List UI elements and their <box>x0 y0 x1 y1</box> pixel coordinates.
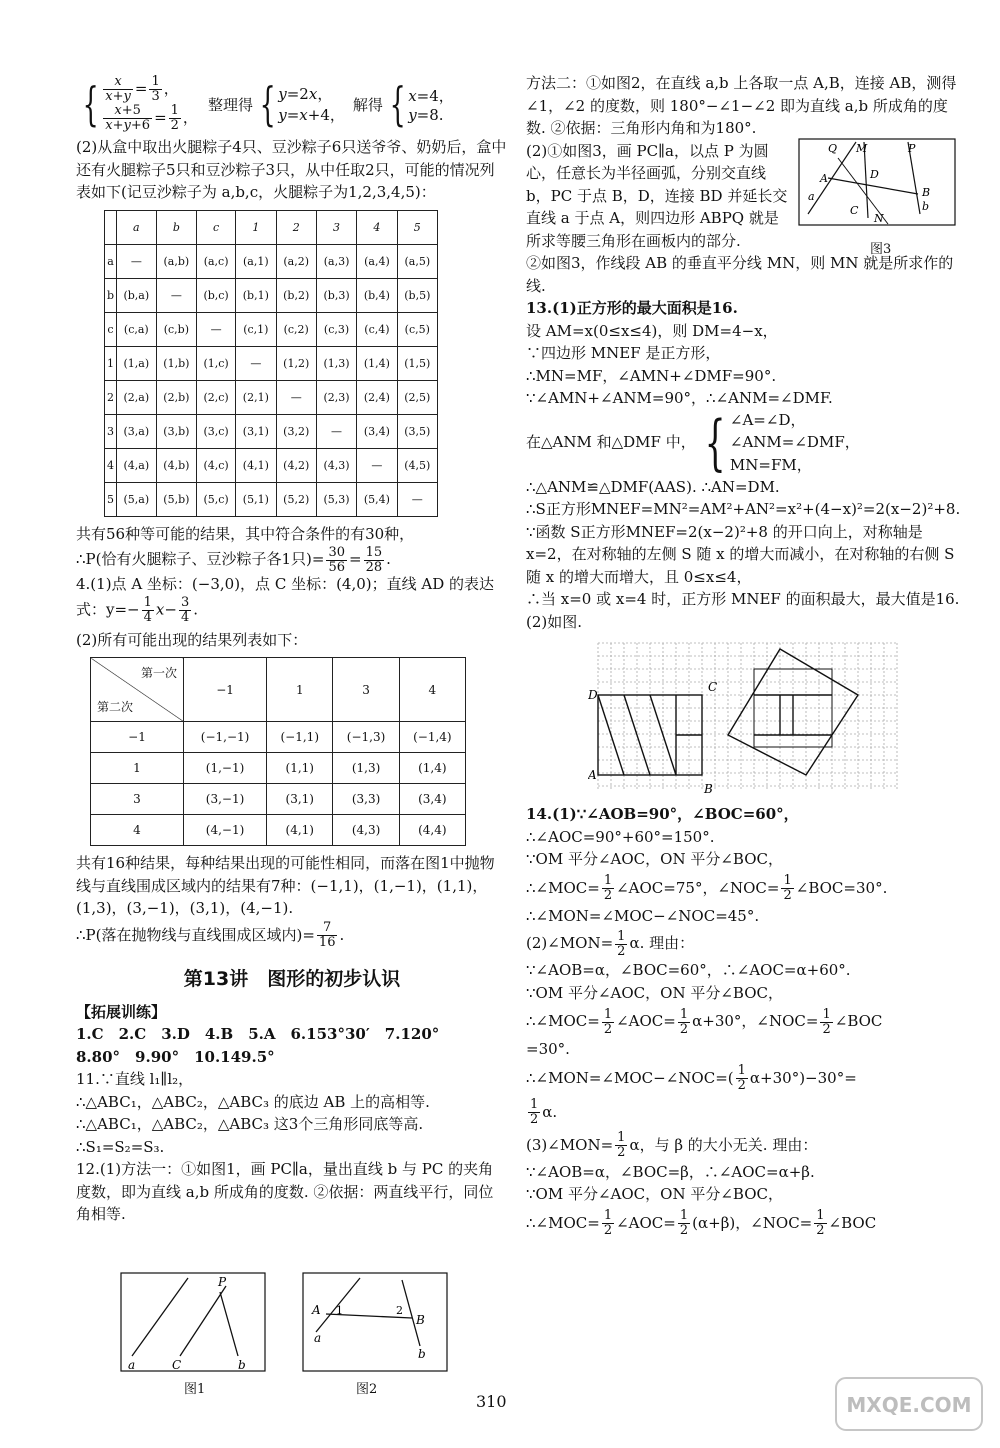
table-cell: a <box>116 210 156 244</box>
table-cell: — <box>116 244 156 278</box>
svg-text:a: a <box>314 1331 322 1345</box>
q3-part2-intro: (2)从盒中取出火腿粽子4只、豆沙粽子6只送爷爷、奶奶后，盒中还有火腿粽子5只和豆沙粽子3只，从中任取2只，可能的情况列表如下(记豆沙粽子为 a,b,c，火腿粽子为1,2,3,4,5)： <box>76 138 507 201</box>
q14-11a: ∴∠MON=∠MOC−∠NOC=( <box>526 1068 734 1087</box>
table2-corner-cell <box>91 658 184 722</box>
answers-row-2: 8.80° 9.90° 10.149.5° <box>76 1047 275 1066</box>
table-cell: (3,a) <box>116 414 156 448</box>
table-cell: — <box>276 380 316 414</box>
prob-ham-label: ∴P(恰有火腿粽子、豆沙粽子各1只)= <box>76 550 325 568</box>
table-cell: (4,2) <box>276 448 316 482</box>
table-cell: (4,5) <box>397 448 437 482</box>
svg-text:N: N <box>874 211 884 225</box>
table-cell: (4,1) <box>267 815 333 846</box>
table-cell: (4,4) <box>399 815 465 846</box>
watermark-logo <box>834 1374 984 1438</box>
table-cell: (3,c) <box>197 414 236 448</box>
svg-text:b: b <box>418 1347 426 1361</box>
table-row <box>105 380 438 414</box>
q14-6a: (2)∠MON= <box>526 934 614 952</box>
table-row <box>91 784 466 815</box>
q13-line6-text: 在△ANM 和△DMF 中， <box>526 433 696 452</box>
q4-part2: (2)所有可能出现的结果列表如下： <box>76 630 308 649</box>
q14-line14: ∵∠AOB=α，∠BOC=β，∴∠AOC=α+β. <box>526 1162 815 1181</box>
q12-part2: (2)①如图3，画 PC∥a，以点 P 为圆心，任意长为半径画弧，分别交直线 b，PC 于点 B，D，连接 BD 并延长交直线 a 于点 A，则四边形 ABPQ 就是所求等腰三角形在画板内的部分. <box>526 141 788 250</box>
table-cell: (3,4) <box>357 414 397 448</box>
q13-line10: (2)如图. <box>526 612 583 631</box>
prob-ham-line: ∴P(恰有火腿粽子、豆沙粽子各1只)= $\frac{30}{56}$ = $\frac{15}{28}$ . <box>76 544 391 575</box>
table-cell: (c,2) <box>276 312 316 346</box>
total-56-text: 共有56种等可能的结果，其中符合条件的有30种， <box>76 524 415 543</box>
svg-text:a: a <box>128 1358 136 1372</box>
label-rearrange: 整理得 <box>207 95 253 114</box>
corner-first: 第一次 <box>140 666 177 680</box>
svg-text:A: A <box>312 1303 321 1317</box>
table-cell: (1,3) <box>316 346 356 380</box>
table-cell: (3,5) <box>397 414 437 448</box>
q11-line4: ∴S₁=S₂=S₃. <box>76 1137 165 1156</box>
table-cell: (2,5) <box>397 380 437 414</box>
table-cell: (b,c) <box>197 278 236 312</box>
q13-line6 <box>526 407 966 478</box>
q13-line5: ∵∠AMN+∠ANM=90°，∴∠ANM=∠DMF. <box>526 389 833 407</box>
left-column <box>76 72 508 1226</box>
table-cell: (1,4) <box>357 346 397 380</box>
table-cell: (4,3) <box>316 448 356 482</box>
table-cell: b <box>156 210 196 244</box>
q14-12: α. <box>542 1102 558 1121</box>
system-1: { $\frac{x}{x+y}$ = $\frac{1}{3}$ ， $\frac{x+5}{x+y+6}$ = $\frac{1}{2}$ ， <box>82 74 198 133</box>
table-cell: (b,5) <box>397 278 437 312</box>
q12-method2: 方法二：①如图2，在直线 a,b 上各取一点 A,B，连接 AB，测得∠1，∠2 的度数，则 180°−∠1−∠2 即为直线 a,b 所成角的度数. ②依据：三角形内角和为180°. <box>526 74 957 137</box>
page-number: 310 <box>476 1392 507 1411</box>
svg-text:b: b <box>238 1358 246 1372</box>
figure-1 <box>120 1272 266 1372</box>
q14-9c: α+30°，∠NOC= <box>692 1012 819 1030</box>
q14-line6: (2)∠MON= $\frac{1}{2}$ α. 理由： <box>526 928 695 959</box>
table-cell: (3,4) <box>399 784 465 815</box>
table-cell: (1,3) <box>333 753 399 784</box>
table-cell: (a,b) <box>156 244 196 278</box>
figure-2 <box>302 1272 448 1372</box>
q13-sys-3: MN=FM， <box>729 455 812 474</box>
q14-16b: ∠AOC= <box>616 1213 676 1232</box>
svg-text:C: C <box>172 1358 182 1372</box>
table-cell: (b,1) <box>236 278 276 312</box>
q14-9a: ∴∠MOC= <box>526 1012 600 1030</box>
table-cell: — <box>197 312 236 346</box>
table-cell: (4,3) <box>333 815 399 846</box>
table-cell: (c,a) <box>116 312 156 346</box>
table-cell: (−1,−1) <box>184 722 267 753</box>
q4-part1: 4.(1)点 A 坐标：(−3,0)，点 C 坐标：(4,0)；直线 AD 的表达式：y=− $\frac{1}{4}$ x− $\frac{3}{4}$ . <box>76 575 495 625</box>
q14-line2: ∴∠AOC=90°+60°=150°. <box>526 827 715 846</box>
table-cell: — <box>156 278 196 312</box>
figure-2-caption: 图2 <box>356 1382 378 1397</box>
q14-9b: ∠AOC= <box>616 1012 676 1030</box>
svg-text:Q: Q <box>828 141 838 155</box>
q14-16c: (α+β)，∠NOC= <box>692 1213 813 1232</box>
q14-4a: ∴∠MOC= <box>526 878 600 897</box>
right-column <box>526 72 966 1240</box>
q14-line1: 14.(1)∵∠AOB=90°，∠BOC=60°， <box>526 805 799 823</box>
table-cell: 4 <box>399 658 465 722</box>
table-cell: (a,2) <box>276 244 316 278</box>
prob-region-line: ∴P(落在抛物线与直线围成区域内)= $\frac{7}{16}$ . <box>76 920 345 950</box>
q14-line8: ∵OM 平分∠AOC，ON 平分∠BOC， <box>526 983 783 1002</box>
table-cell: (c,1) <box>236 312 276 346</box>
table-cell: 2 <box>276 210 316 244</box>
table-cell: (1,b) <box>156 346 196 380</box>
label-solve: 解得 <box>352 95 383 114</box>
q14-line5: ∴∠MON=∠MOC−∠NOC=45°. <box>526 906 760 925</box>
table-cell: (1,5) <box>397 346 437 380</box>
table-cell: (3,−1) <box>184 784 267 815</box>
equation-system <box>76 72 508 136</box>
watermark-logo-icon <box>834 1374 984 1434</box>
table-cell: (4,−1) <box>184 815 267 846</box>
q14-9d: ∠BOC <box>834 1012 883 1030</box>
table-cell: (a,c) <box>197 244 236 278</box>
table-row <box>91 815 466 846</box>
table-cell: (b,4) <box>357 278 397 312</box>
svg-text:b: b <box>922 199 930 213</box>
figure-1-caption: 图1 <box>184 1382 206 1397</box>
table-cell: (−1,1) <box>267 722 333 753</box>
table-cell: 3 <box>105 414 117 448</box>
table-row <box>105 244 438 278</box>
table-cell: (5,1) <box>236 482 276 516</box>
table-cell: (1,4) <box>399 753 465 784</box>
table-cell: (5,b) <box>156 482 196 516</box>
table-cell: 2 <box>105 380 117 414</box>
q11-line2: ∴△ABC₁，△ABC₂，△ABC₃ 的底边 AB 上的高相等. <box>76 1092 430 1111</box>
outcome-table-1 <box>104 210 438 517</box>
svg-text:A: A <box>820 171 828 185</box>
practice-heading: 【拓展训练】 <box>76 1002 167 1021</box>
table-cell: (2,4) <box>357 380 397 414</box>
prob-region-label: ∴P(落在抛物线与直线围成区域内)= <box>76 925 315 944</box>
figure-3 <box>798 138 956 240</box>
table-cell: (4,a) <box>116 448 156 482</box>
table-row <box>105 312 438 346</box>
q14-13b: α，与 β 的大小无关. 理由： <box>629 1135 818 1154</box>
table-cell: 1 <box>267 658 333 722</box>
q14-6b: α. 理由： <box>629 934 695 952</box>
q12-method1: 12.(1)方法一：①如图1，画 PC∥a，量出直线 b 与 PC 的夹角度数，即为直线 a,b 所成角的度数. ②依据：两直线平行，同位角相等. <box>76 1160 494 1223</box>
q13-system: { ∠A=∠D， ∠ANM=∠DMF， MN=FM， <box>704 407 860 478</box>
table-cell: 4 <box>105 448 117 482</box>
svg-text:C: C <box>850 203 859 217</box>
table-cell: 1 <box>105 346 117 380</box>
table-cell: (5,c) <box>197 482 236 516</box>
table-cell: — <box>357 448 397 482</box>
table-cell: (a,1) <box>236 244 276 278</box>
system-2: { y=2x， y=x+4， <box>259 77 345 131</box>
svg-text:D: D <box>870 167 879 181</box>
table-cell: (−1,4) <box>399 722 465 753</box>
table-cell <box>105 210 117 244</box>
q14-line7: ∵∠AOB=α，∠BOC=60°，∴∠AOC=α+60°. <box>526 961 851 979</box>
table-cell: (5,2) <box>276 482 316 516</box>
svg-text:a: a <box>808 189 815 203</box>
q14-4b: ∠AOC=75°，∠NOC= <box>616 878 780 897</box>
svg-text:MXQE.COM: MXQE.COM <box>846 1393 972 1417</box>
table-cell: (2,c) <box>197 380 236 414</box>
table-cell: a <box>105 244 117 278</box>
table-cell: (5,4) <box>357 482 397 516</box>
svg-text:A: A <box>588 768 597 782</box>
table-cell: — <box>316 414 356 448</box>
table-cell: (2,a) <box>116 380 156 414</box>
table-cell: 4 <box>357 210 397 244</box>
q13-line1: 13.(1)正方形的最大面积是16. <box>526 299 738 317</box>
table-cell: (1,a) <box>116 346 156 380</box>
table-cell: b <box>105 278 117 312</box>
table-cell: (1,c) <box>197 346 236 380</box>
q14-4c: ∠BOC=30°. <box>795 878 888 897</box>
q14-line13: (3)∠MON= $\frac{1}{2}$ α，与 β 的大小无关. 理由： <box>526 1130 818 1160</box>
q13-line3: ∵四边形 MNEF 是正方形， <box>526 344 721 362</box>
table-row <box>91 722 466 753</box>
table-cell: (1,−1) <box>184 753 267 784</box>
table-cell: (c,5) <box>397 312 437 346</box>
q14-16d: ∠BOC <box>828 1213 877 1232</box>
svg-text:C: C <box>708 680 718 694</box>
table-cell: (c,4) <box>357 312 397 346</box>
table-cell: 3 <box>91 784 184 815</box>
q14-line16: ∴∠MOC= $\frac{1}{2}$ ∠AOC= $\frac{1}{2}$ (α+β)，∠NOC= $\frac{1}{2}$ ∠BOC <box>526 1208 877 1238</box>
svg-text:B: B <box>704 782 713 796</box>
answers-row-1: 1.C 2.C 3.D 4.B 5.A 6.153°30′ 7.120° <box>76 1025 440 1043</box>
svg-text:B: B <box>416 1313 425 1327</box>
q13-sys-2: ∠ANM=∠DMF， <box>729 433 860 452</box>
corner-second: 第二次 <box>97 700 134 714</box>
q13-line4: ∴MN=MF，∠AMN+∠DMF=90°. <box>526 366 777 385</box>
table-cell: (a,3) <box>316 244 356 278</box>
table-cell: (3,b) <box>156 414 196 448</box>
table-cell: (4,1) <box>236 448 276 482</box>
table-cell: (2,b) <box>156 380 196 414</box>
table-cell: c <box>197 210 236 244</box>
table-cell: (5,a) <box>116 482 156 516</box>
table-cell: (5,3) <box>316 482 356 516</box>
table-cell: (−1,3) <box>333 722 399 753</box>
svg-text:2: 2 <box>396 1304 403 1317</box>
table-cell: (b,a) <box>116 278 156 312</box>
q13-line8: ∴S正方形MNEF=MN²=AM²+AN²=x²+(4−x)²=2(x−2)²+8. ∵函数 S正方形MNEF=2(x−2)²+8 的开口向上，对称轴是 x=2，在对称轴的左侧 S 随 x 的增大而减小，在对称轴的右侧 S 随 x 的增大而增大，且 0≤x≤4， <box>526 500 961 586</box>
table-cell: c <box>105 312 117 346</box>
table-cell: (b,3) <box>316 278 356 312</box>
q11-line1: 11.∵直线 l₁∥l₂， <box>76 1070 194 1088</box>
table-cell: (3,3) <box>333 784 399 815</box>
q14-line9: ∴∠MOC= $\frac{1}{2}$ ∠AOC= $\frac{1}{2}$ α+30°，∠NOC= $\frac{1}{2}$ ∠BOC <box>526 1006 883 1037</box>
table-row <box>105 414 438 448</box>
q14-16a: ∴∠MOC= <box>526 1213 600 1232</box>
q4-part1-text: 4.(1)点 A 坐标：(−3,0)，点 C 坐标：(4,0)；直线 AD 的表达式：y=− <box>76 575 495 618</box>
table-row <box>105 346 438 380</box>
q14-line12: $\frac{1}{2}$ α. <box>530 1097 558 1127</box>
q14-11b: α+30°)−30°= <box>749 1068 857 1087</box>
table-cell: 5 <box>105 482 117 516</box>
chapter-title: 第13讲 图形的初步认识 <box>183 967 401 990</box>
table-cell: (b,2) <box>276 278 316 312</box>
q14-line4: ∴∠MOC= $\frac{1}{2}$ ∠AOC=75°，∠NOC= $\frac{1}{2}$ ∠BOC=30°. <box>526 873 888 903</box>
q14-line10: =30°. <box>526 1040 570 1058</box>
table-row <box>105 278 438 312</box>
table1-header-row <box>105 210 438 244</box>
table-cell: (a,4) <box>357 244 397 278</box>
table-cell: (3,2) <box>276 414 316 448</box>
q11-line3: ∴△ABC₁，△ABC₂，△ABC₃ 这3个三角形同底等高. <box>76 1115 424 1133</box>
table-cell: (2,3) <box>316 380 356 414</box>
table-cell: (3,1) <box>267 784 333 815</box>
q14-line3: ∵OM 平分∠AOC，ON 平分∠BOC， <box>526 850 783 868</box>
table-cell: (c,b) <box>156 312 196 346</box>
svg-text:B: B <box>922 185 931 199</box>
table-cell: (4,b) <box>156 448 196 482</box>
q12-part2-block <box>526 140 966 257</box>
table-row <box>105 482 438 516</box>
total-16-text: 共有16种结果，每种结果出现的可能性相同，而落在图1中抛物线与直线围成区域内的结果有7种：(−1,1)，(1,−1)，(1,1)，(1,3)，(3,−1)，(3,1)，(4,−1). <box>76 854 495 917</box>
q14-line15: ∵OM 平分∠AOC，ON 平分∠BOC， <box>526 1185 783 1203</box>
table-cell: 1 <box>236 210 276 244</box>
table-cell: — <box>236 346 276 380</box>
table-cell: 3 <box>316 210 356 244</box>
table-cell: −1 <box>184 658 267 722</box>
table-cell: 4 <box>91 815 184 846</box>
table-cell: (a,5) <box>397 244 437 278</box>
table-cell: (c,3) <box>316 312 356 346</box>
table-row <box>91 753 466 784</box>
outcome-table-2 <box>90 657 466 846</box>
table-row <box>105 448 438 482</box>
q14-line11: ∴∠MON=∠MOC−∠NOC=( $\frac{1}{2}$ α+30°)−30°= <box>526 1063 857 1093</box>
q13-line7: ∴△ANM≌△DMF(AAS). ∴AN=DM. <box>526 477 780 496</box>
q13-line2: 设 AM=x(0≤x≤4)，则 DM=4−x， <box>526 321 778 340</box>
svg-text:D: D <box>588 688 598 702</box>
table-cell: (2,1) <box>236 380 276 414</box>
svg-text:P: P <box>218 1275 227 1289</box>
table-cell: 5 <box>397 210 437 244</box>
table-cell: 3 <box>333 658 399 722</box>
system-3: { x=4， y=8. <box>389 77 454 131</box>
q12-part2b: ②如图3，作线段 AB 的垂直平分线 MN，则 MN 就是所求作的线. <box>526 254 954 295</box>
table-cell: −1 <box>91 722 184 753</box>
table-cell: (1,1) <box>267 753 333 784</box>
table2-header-row <box>91 658 466 722</box>
figure-3-caption: 图3 <box>870 241 892 257</box>
svg-text:M: M <box>856 141 868 155</box>
table-cell: (1,2) <box>276 346 316 380</box>
grid-figure <box>588 639 908 797</box>
svg-text:P: P <box>908 141 916 155</box>
q13-line9: ∴当 x=0 或 x=4 时，正方形 MNEF 的面积最大，最大值是16. <box>526 590 960 608</box>
table-cell: (3,1) <box>236 414 276 448</box>
q13-sys-1: ∠A=∠D， <box>729 410 806 429</box>
table-cell: (4,c) <box>197 448 236 482</box>
table-cell: — <box>397 482 437 516</box>
table-cell: 1 <box>91 753 184 784</box>
svg-text:1: 1 <box>336 1304 343 1317</box>
q14-13a: (3)∠MON= <box>526 1135 614 1154</box>
